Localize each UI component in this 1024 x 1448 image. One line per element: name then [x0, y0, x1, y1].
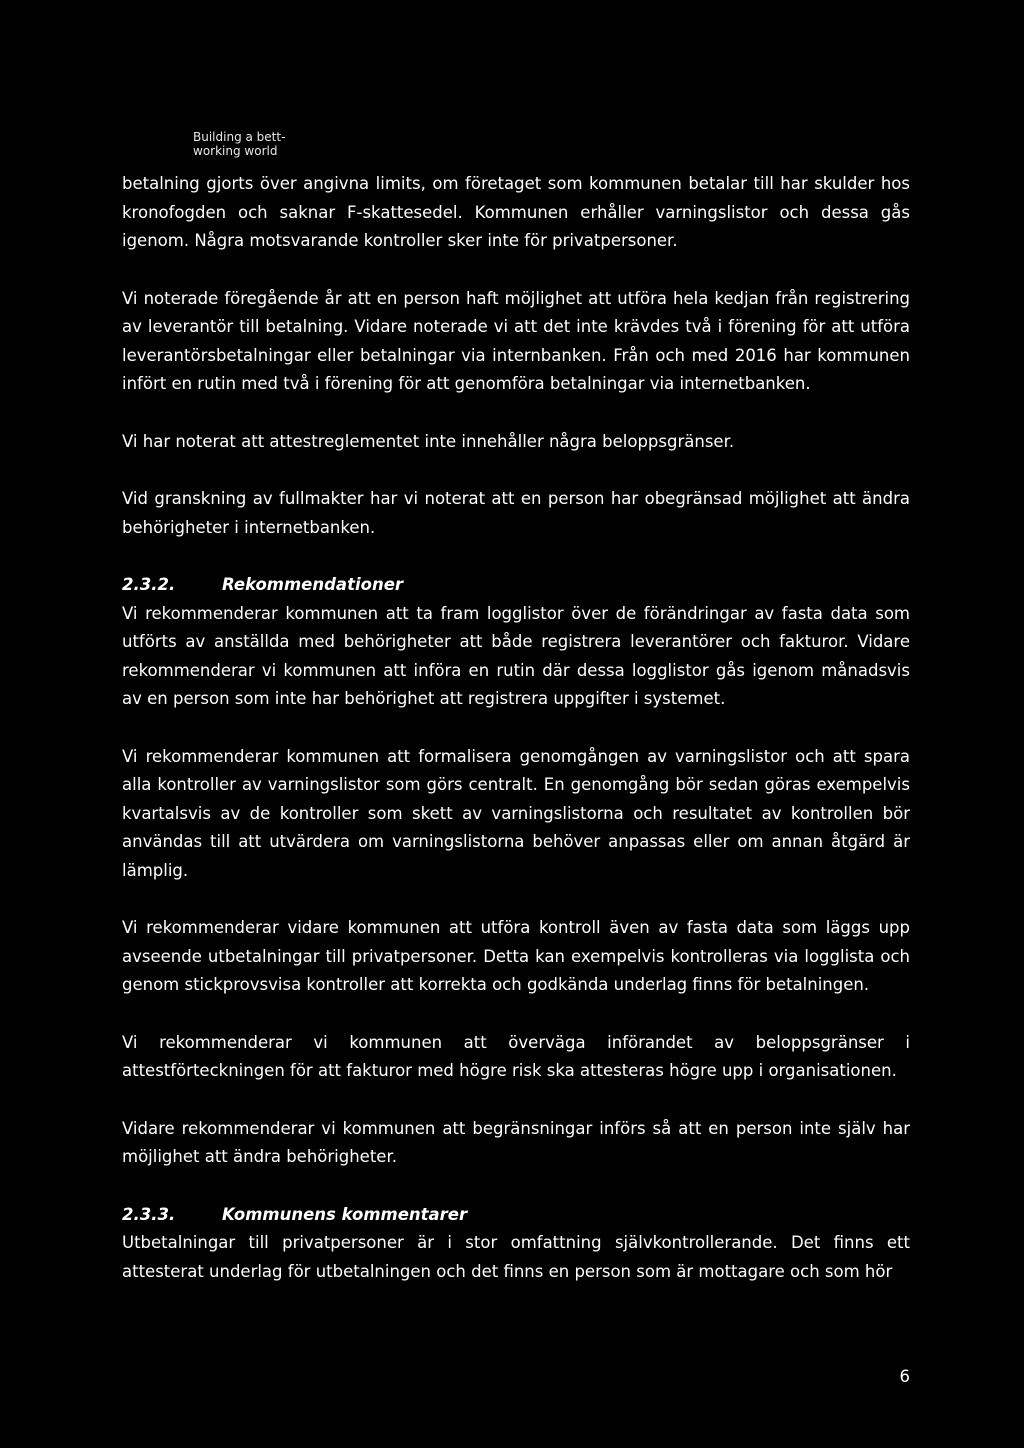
section-title: Rekommendationer [222, 575, 404, 594]
body-paragraph: Vi rekommenderar kommunen att ta fram logglistor över de förändringar av fasta data som utförts av anställda med behörigheter att både registrera leverantörer och fakturor. Vidare rekommenderar vi kommunen att införa en rutin där dessa logglistor gås igenom månadsvis av en person som inte har behörighet att registrera uppgifter i systemet. [122, 603, 910, 708]
section-number: 2.3.3. [122, 1204, 176, 1224]
body-paragraph: Vi rekommenderar vi kommunen att överväga införandet av beloppsgränser i attestförteckningen för att fakturor med högre risk ska attesteras högre upp i organisationen. [122, 1032, 910, 1080]
body-paragraph: Vi noterade föregående år att en person haft möjlighet att utföra hela kedjan från registrering av leverantör till betalning. Vidare noterade vi att det inte krävdes två i förening för att utföra leverantörsbetalningar eller betalningar via internbanken. Från och med 2016 har kommunen infört en rutin med två i förening för att genomföra betalningar via internetbanken. [122, 288, 910, 393]
body-paragraph: Vi rekommenderar vidare kommunen att utföra kontroll även av fasta data som läggs upp avseende utbetalningar till privatpersoner. Detta kan exempelvis kontrolleras via logglista och genom stickprovsvisa kontroller att korrekta och godkända underlag finns för betalningen. [122, 918, 910, 994]
document-body [122, 170, 910, 1286]
body-paragraph: Vidare rekommenderar vi kommunen att begränsningar införs så att en person inte själv har möjlighet att ändra behörigheter. [122, 1118, 910, 1166]
body-paragraph: betalning gjorts över angivna limits, om företaget som kommunen betalar till har skulder hos kronofogden och saknar F-skattesedel. Kommunen erhåller varningslistor och dessa gås igenom. Några motsvarande kontroller sker inte för privatpersoner. [122, 174, 910, 250]
body-paragraph: Vi rekommenderar kommunen att formalisera genomgången av varningslistor och att spara alla kontroller av varningslistor som görs centralt. En genomgång bör sedan göras exempelvis kvartalsvis av de kontroller som skett av varningslistorna och resultatet av kontrollen bör användas till att utvärdera om varningslistorna behöver anpassas eller om annan åtgärd är lämplig. [122, 746, 910, 880]
body-paragraph: Utbetalningar till privatpersoner är i stor omfattning självkontrollerande. Det finns ett attesterat underlag för utbetalningen och det finns en person som är mottagare och som hör [122, 1233, 910, 1281]
brand-tagline [193, 130, 285, 158]
section-number: 2.3.2. [122, 575, 176, 594]
section-heading-rekommendationer [122, 571, 910, 600]
brand-line-1: Building a bett- [193, 130, 286, 144]
page-number: 6 [899, 1367, 910, 1386]
body-paragraph: Vi har noterat att attestreglementet inte innehåller några beloppsgränser. [122, 431, 735, 451]
section-heading-kommentarer [122, 1201, 910, 1230]
brand-line-2: working world [193, 144, 278, 158]
section-title: Kommunens kommentarer [222, 1204, 468, 1224]
body-paragraph: Vid granskning av fullmakter har vi noterat att en person har obegränsad möjlighet att ändra behörigheter i internetbanken. [122, 489, 910, 537]
